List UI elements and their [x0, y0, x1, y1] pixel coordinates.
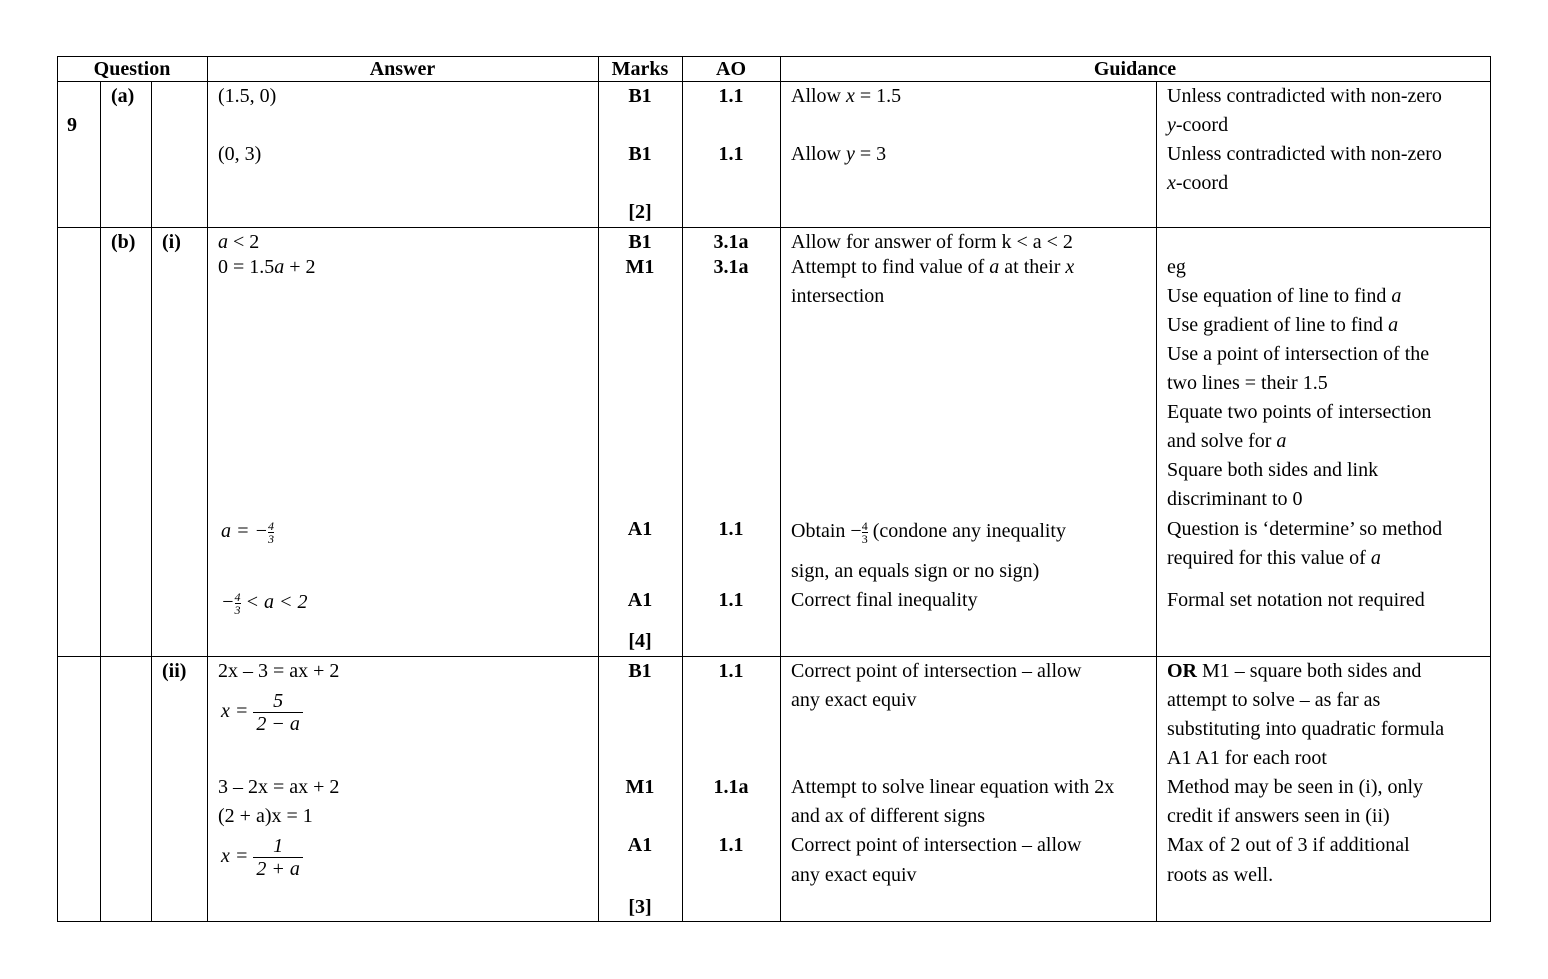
subpart-label: (ii) — [162, 660, 187, 682]
guidance-note: Max of 2 out of 3 if additional — [1167, 834, 1410, 856]
guidance-note: Square both sides and link — [1167, 459, 1379, 481]
col-divider — [100, 81, 101, 922]
guidance-note: x-coord — [1167, 172, 1229, 194]
mark-total: [4] — [628, 630, 652, 652]
guidance-note: Unless contradicted with non-zero — [1167, 143, 1442, 165]
ao-code: 1.1 — [718, 589, 744, 611]
header-question: Question — [93, 58, 171, 80]
guidance-note: eg — [1167, 256, 1186, 278]
guidance-text: Attempt to find value of a at their x — [791, 256, 1075, 278]
header-guidance: Guidance — [1093, 58, 1177, 80]
answer-text: (1.5, 0) — [218, 85, 277, 107]
guidance-note: two lines = their 1.5 — [1167, 372, 1328, 394]
answer-text: (0, 3) — [218, 143, 262, 165]
guidance-note: Equate two points of intersection — [1167, 401, 1432, 423]
row-divider — [57, 656, 1491, 657]
question-number: 9 — [67, 114, 77, 136]
mark-code: B1 — [628, 231, 652, 253]
guidance-note: discriminant to 0 — [1167, 488, 1303, 510]
guidance-note: Use gradient of line to find a — [1167, 314, 1399, 336]
table-border-left — [57, 56, 58, 922]
row-divider — [57, 921, 1491, 922]
col-divider — [151, 81, 152, 922]
mark-code: B1 — [628, 660, 652, 682]
guidance-text: Allow y = 3 — [791, 143, 887, 165]
ao-code: 1.1 — [718, 85, 744, 107]
guidance-note: Use equation of line to find a — [1167, 285, 1402, 307]
guidance-text: and ax of different signs — [791, 805, 986, 827]
guidance-text: Correct point of intersection – allow — [791, 660, 1082, 682]
mark-scheme-table — [57, 56, 1491, 922]
guidance-text: Obtain − $\frac{4}{3}$ (condone any inequality — [791, 519, 1066, 546]
ao-code: 1.1 — [718, 143, 744, 165]
ao-code: 1.1a — [713, 776, 749, 798]
header-marks: Marks — [611, 58, 669, 80]
ao-code: 1.1 — [718, 518, 744, 540]
guidance-note: Use a point of intersection of the — [1167, 343, 1430, 365]
guidance-text: any exact equiv — [791, 864, 917, 886]
guidance-text: Allow for answer of form k < a < 2 — [791, 231, 1073, 253]
row-divider — [57, 81, 1491, 82]
ao-code: 3.1a — [713, 231, 749, 253]
guidance-text: Allow x = 1.5 — [791, 85, 902, 107]
mark-code: M1 — [625, 776, 655, 798]
guidance-note: credit if answers seen in (ii) — [1167, 805, 1390, 827]
table-border-right — [1490, 56, 1491, 922]
answer-math: a = − $\frac{4}{3}$ — [221, 519, 274, 546]
guidance-note: substituting into quadratic formula — [1167, 718, 1445, 740]
guidance-note: Question is ‘determine’ so method — [1167, 518, 1443, 540]
answer-text: 2x – 3 = ax + 2 — [218, 660, 340, 682]
guidance-text: any exact equiv — [791, 689, 917, 711]
answer-math: x = $\frac{5}{2 - a}$ — [221, 690, 303, 735]
guidance-note: y-coord — [1167, 114, 1229, 136]
col-divider — [1156, 81, 1157, 922]
guidance-text: Correct point of intersection – allow — [791, 834, 1082, 856]
guidance-text: Correct final inequality — [791, 589, 978, 611]
mark-code: M1 — [625, 256, 655, 278]
mark-code: B1 — [628, 85, 652, 107]
guidance-note: Method may be seen in (i), only — [1167, 776, 1424, 798]
guidance-note: and solve for a — [1167, 430, 1287, 452]
guidance-note: Formal set notation not required — [1167, 589, 1425, 611]
guidance-text: sign, an equals sign or no sign) — [791, 560, 1040, 582]
guidance-note: attempt to solve – as far as — [1167, 689, 1381, 711]
guidance-note: OR M1 – square both sides and — [1167, 660, 1422, 682]
mark-code: A1 — [627, 834, 653, 856]
row-divider — [57, 227, 1491, 228]
guidance-note: required for this value of a — [1167, 547, 1381, 569]
answer-text: 3 – 2x = ax + 2 — [218, 776, 340, 798]
part-label: (b) — [111, 231, 136, 253]
answer-text: 0 = 1.5a + 2 — [218, 256, 316, 278]
guidance-text: Attempt to solve linear equation with 2x — [791, 776, 1115, 798]
answer-math: x = $\frac{1}{2 + a}$ — [221, 835, 303, 880]
answer-text: (2 + a)x = 1 — [218, 805, 313, 827]
subpart-label: (i) — [162, 231, 181, 253]
guidance-note: Unless contradicted with non-zero — [1167, 85, 1442, 107]
header-ao: AO — [716, 58, 746, 80]
mark-total: [2] — [628, 201, 652, 223]
col-divider — [780, 56, 781, 922]
ao-code: 1.1 — [718, 834, 744, 856]
header-answer: Answer — [369, 58, 436, 80]
ao-code: 1.1 — [718, 660, 744, 682]
guidance-note: A1 A1 for each root — [1167, 747, 1327, 769]
guidance-text: intersection — [791, 285, 885, 307]
part-label: (a) — [111, 85, 135, 107]
col-divider — [207, 56, 208, 922]
mark-code: B1 — [628, 143, 652, 165]
row-divider — [57, 56, 1491, 57]
answer-math: − $\frac{4}{3}$ < a < 2 — [221, 590, 308, 617]
mark-code: A1 — [627, 589, 653, 611]
mark-code: A1 — [627, 518, 653, 540]
guidance-note: roots as well. — [1167, 864, 1274, 886]
ao-code: 3.1a — [713, 256, 749, 278]
answer-text: a < 2 — [218, 231, 260, 253]
mark-total: [3] — [628, 896, 652, 918]
